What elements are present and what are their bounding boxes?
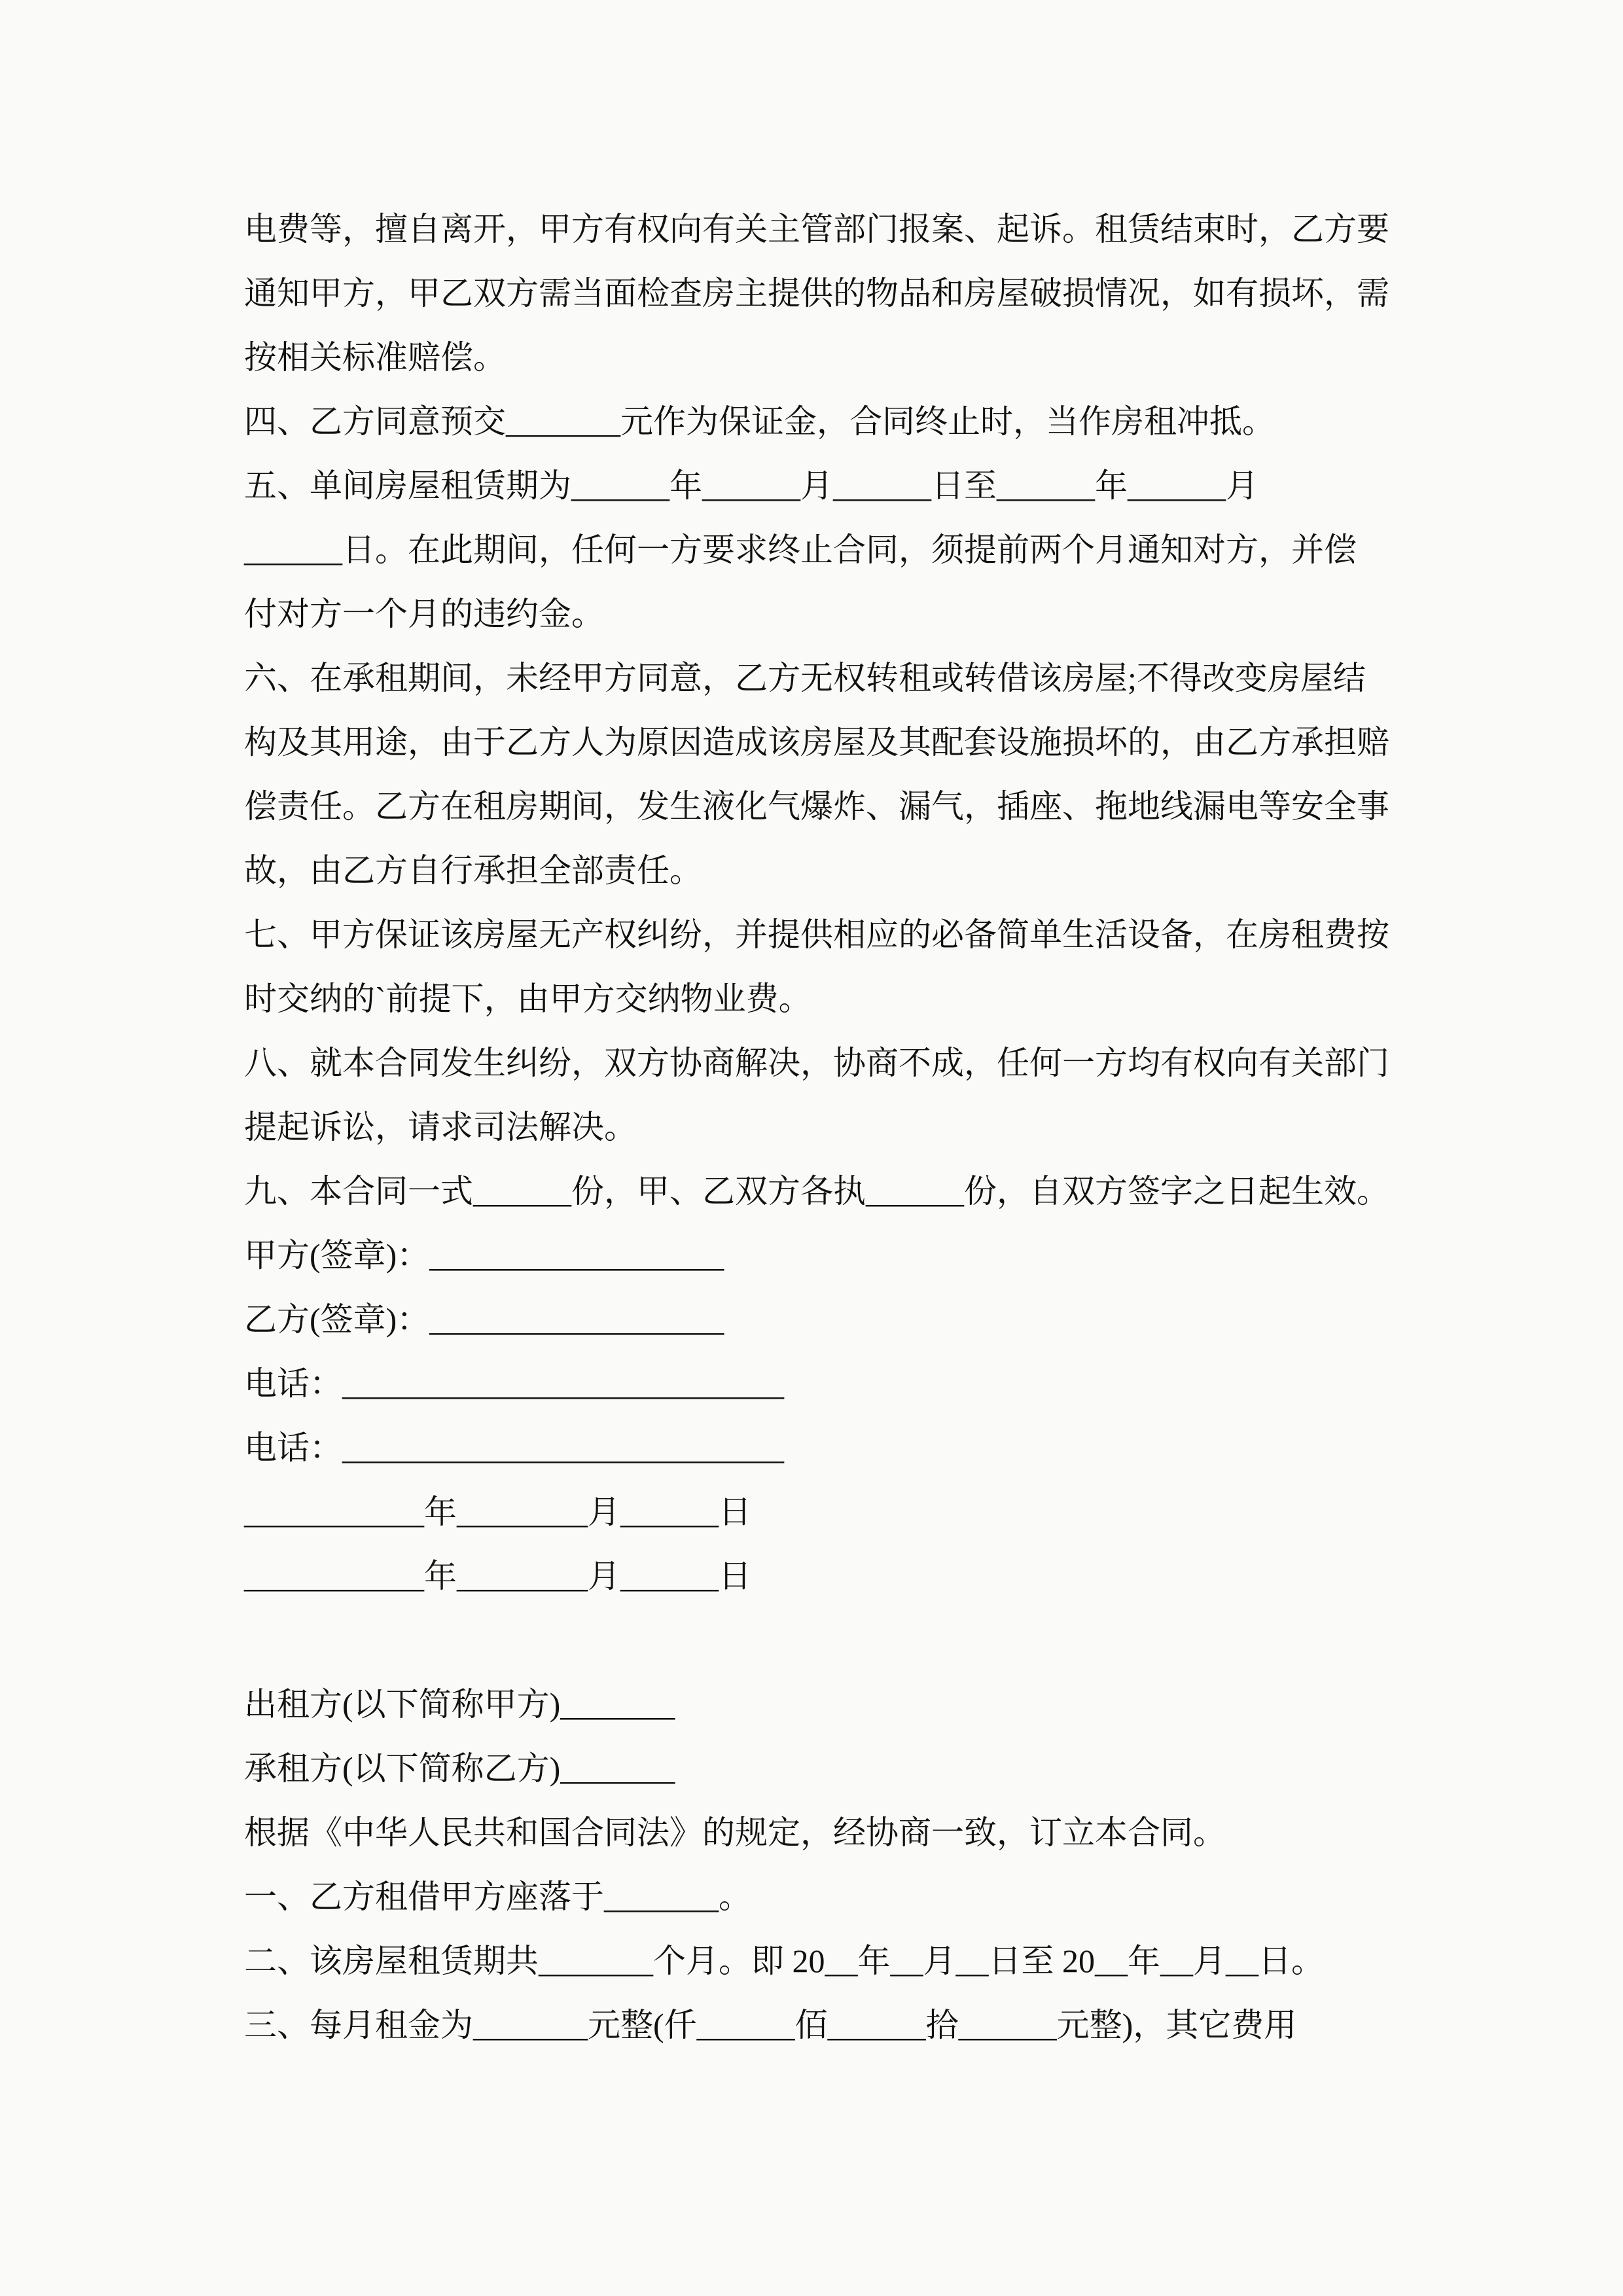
date-line-2: ___________年________月______日 xyxy=(244,1558,751,1594)
clause-5-line-2: ______日。在此期间，任何一方要求终止合同，须提前两个月通知对方，并偿 xyxy=(244,531,1357,568)
clause-6-line-2: 构及其用途，由于乙方人为原因造成该房屋及其配套设施损坏的，由乙方承担赔 xyxy=(244,724,1389,761)
clause-3-line: 三、每月租金为_______元整(仟______佰______拾______元整)，其它费用 xyxy=(244,2007,1297,2043)
clause-continuation-line-1: 电费等，擅自离开，甲方有权向有关主管部门报案、起诉。租赁结束时，乙方要 xyxy=(244,211,1389,247)
clause-5-line-1: 五、单间房屋租赁期为______年______月______日至______年______月 xyxy=(244,467,1258,504)
phone-line-1: 电话：___________________________ xyxy=(244,1365,784,1402)
clause-5-line-3: 付对方一个月的违约金。 xyxy=(244,596,604,632)
date-line-1: ___________年________月______日 xyxy=(244,1494,751,1530)
legal-basis-line: 根据《中华人民共和国合同法》的规定，经协商一致，订立本合同。 xyxy=(244,1814,1226,1851)
clause-4-line: 四、乙方同意预交_______元作为保证金，合同终止时，当作房租冲抵。 xyxy=(244,403,1275,440)
clause-9-line: 九、本合同一式______份，甲、乙双方各执______份，自双方签字之日起生效。 xyxy=(244,1173,1389,1210)
lessee-intro-line: 承租方(以下简称乙方)_______ xyxy=(244,1750,675,1787)
phone-line-2: 电话：___________________________ xyxy=(244,1429,784,1466)
clause-2-line: 二、该房屋租赁期共_______个月。即 20__年__月__日至 20__年__月__日。 xyxy=(244,1943,1324,1979)
clause-continuation-line-3: 按相关标准赔偿。 xyxy=(244,339,506,376)
party-a-signature-line: 甲方(签章)：__________________ xyxy=(244,1237,724,1274)
clause-continuation-line-2: 通知甲方，甲乙双方需当面检查房主提供的物品和房屋破损情况，如有损坏，需 xyxy=(244,275,1389,312)
clause-6-line-4: 故，由乙方自行承担全部责任。 xyxy=(244,852,702,889)
clause-7-line-2: 时交纳的`前提下，由甲方交纳物业费。 xyxy=(244,980,812,1017)
clause-6-line-1: 六、在承租期间，未经甲方同意，乙方无权转租或转借该房屋;不得改变房屋结 xyxy=(244,660,1366,696)
party-b-signature-line: 乙方(签章)：__________________ xyxy=(244,1301,724,1338)
blank-line xyxy=(244,1608,1414,1672)
clause-6-line-3: 偿责任。乙方在租房期间，发生液化气爆炸、漏气，插座、拖地线漏电等安全事 xyxy=(244,788,1389,825)
clause-1-line: 一、乙方租借甲方座落于_______。 xyxy=(244,1878,751,1915)
clause-8-line-2: 提起诉讼，请求司法解决。 xyxy=(244,1109,637,1145)
clause-7-line-1: 七、甲方保证该房屋无产权纠纷，并提供相应的必备简单生活设备，在房租费按 xyxy=(244,916,1389,953)
lessor-intro-line: 出租方(以下简称甲方)_______ xyxy=(244,1686,675,1723)
clause-8-line-1: 八、就本合同发生纠纷，双方协商解决，协商不成，任何一方均有权向有关部门 xyxy=(244,1045,1389,1081)
